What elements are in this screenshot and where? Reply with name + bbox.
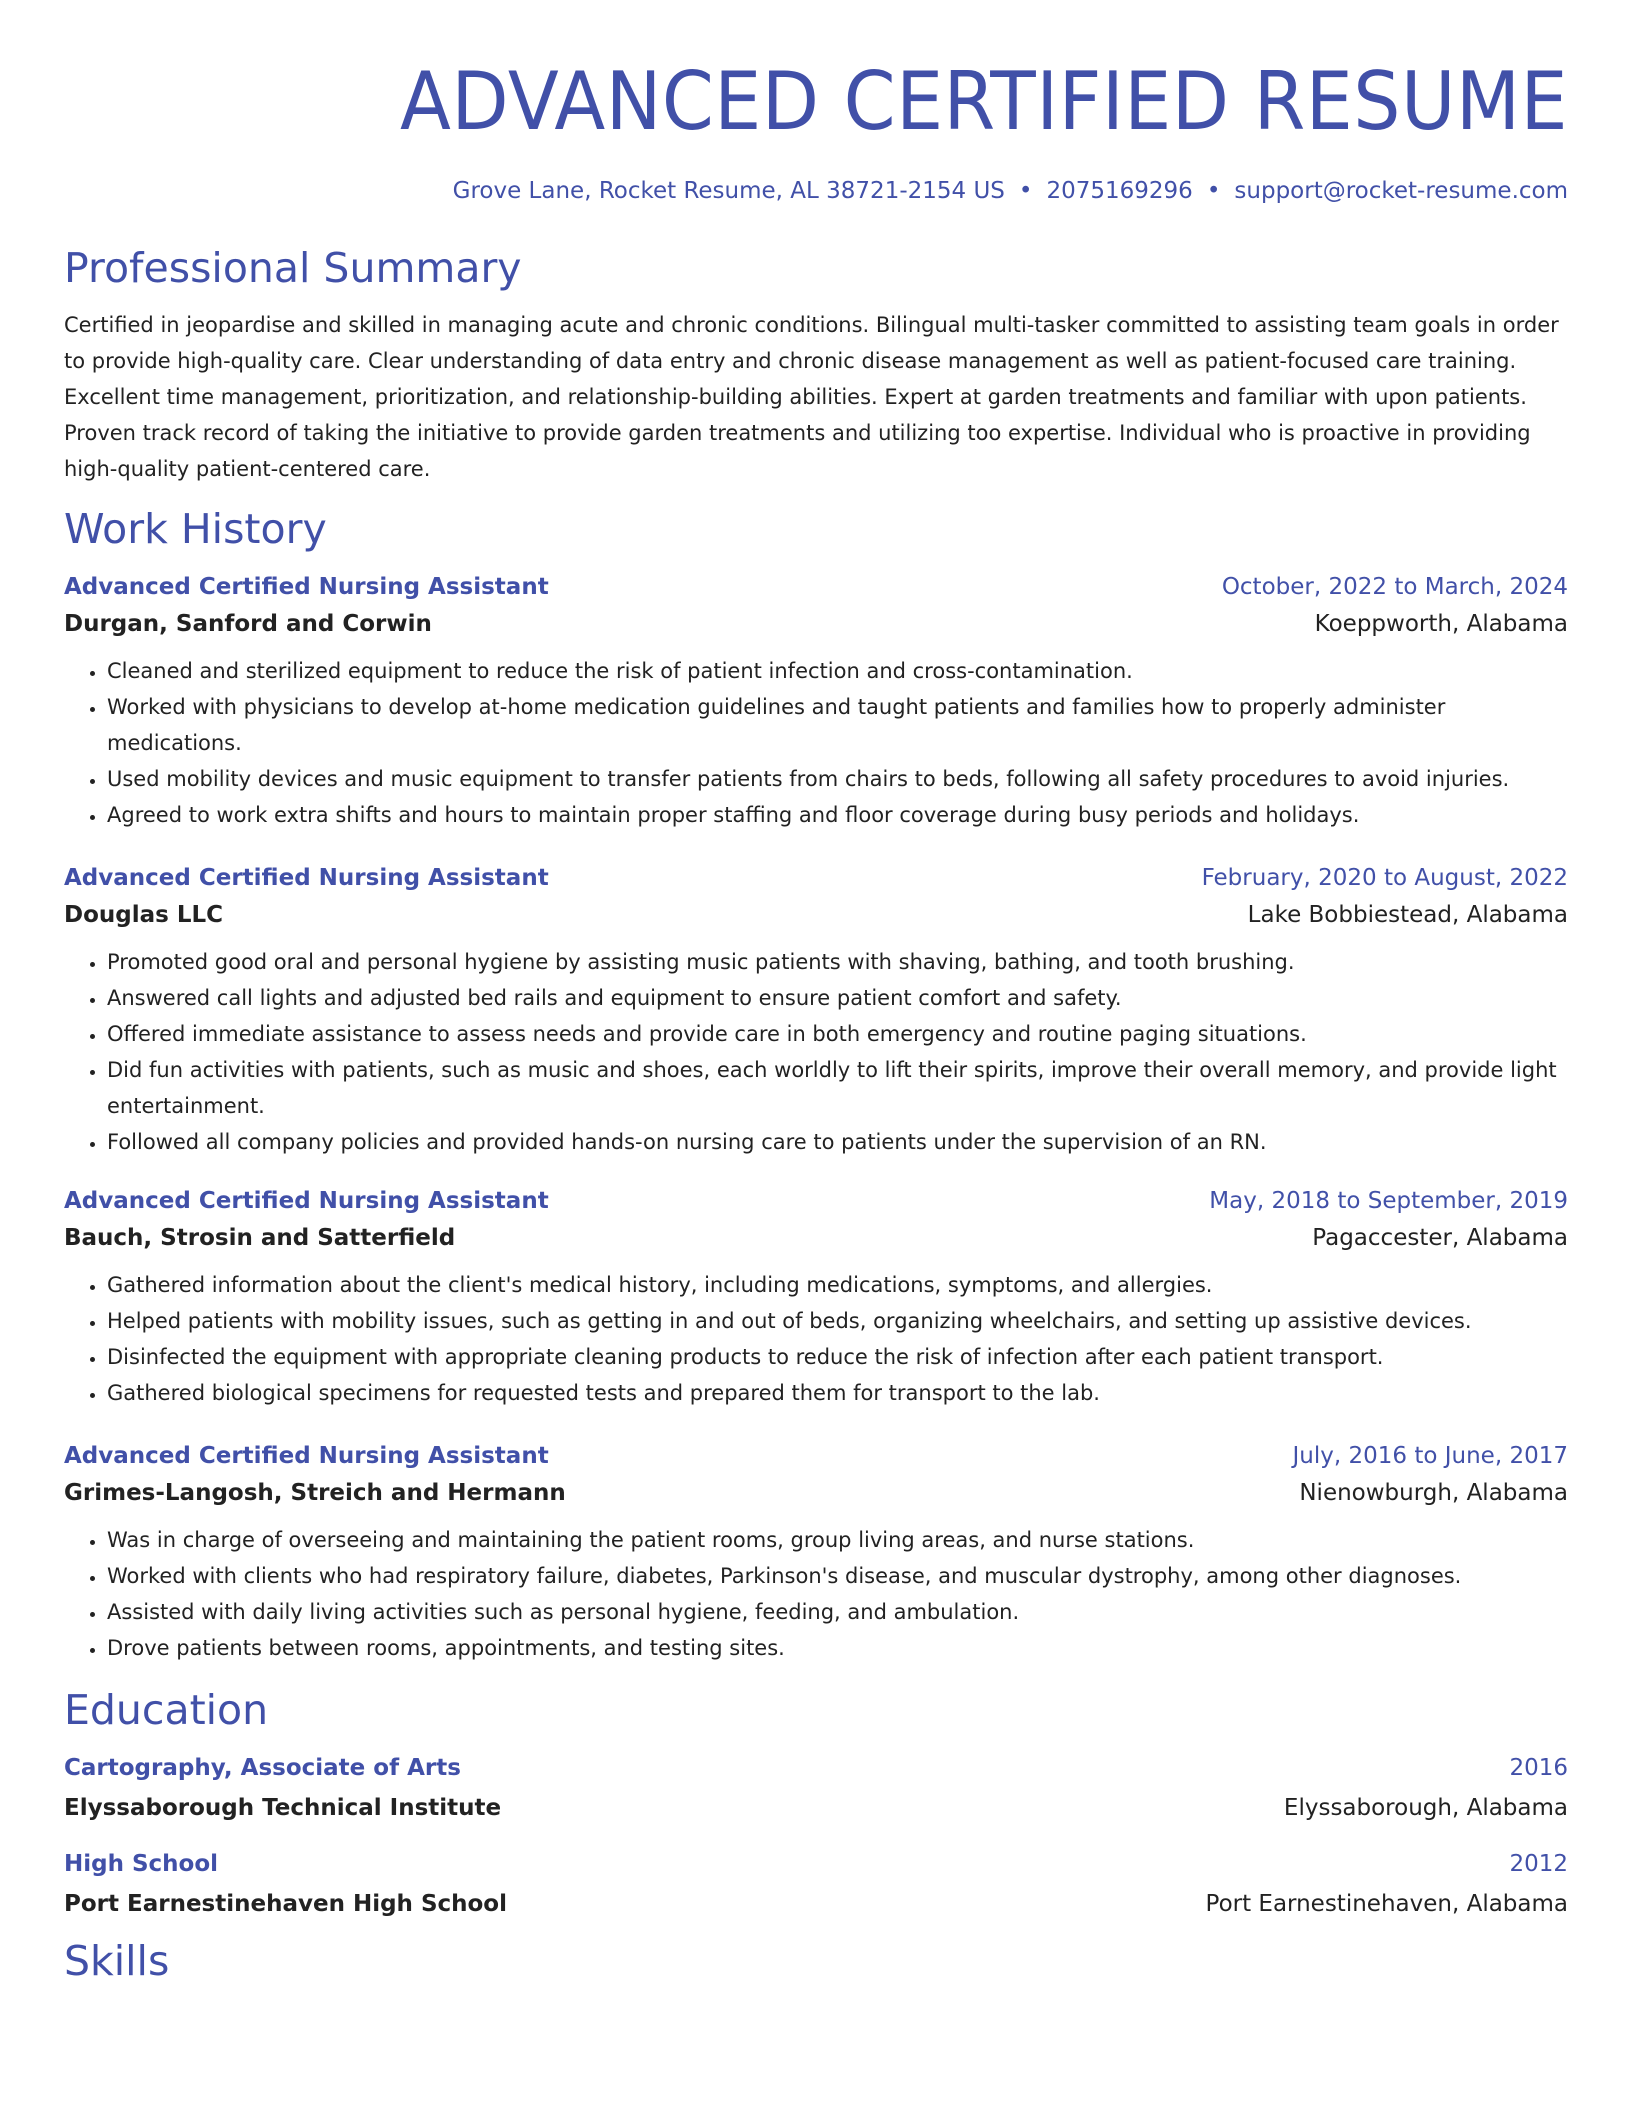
section-title-skills: Skills (64, 1937, 170, 1986)
education-year: 2016 (1509, 1755, 1568, 1782)
job-location: Pagaccester, Alabama (1312, 1225, 1568, 1252)
section-title-summary: Professional Summary (64, 244, 522, 292)
list-item: • Was in charge of overseeing and maintaining the patient rooms, group living areas, and nurse stations. (107, 1522, 1568, 1558)
job-bullets (64, 653, 1568, 833)
list-item: • Used mobility devices and music equipment to transfer patients from chairs to beds, following all safety procedures to avoid injuries. (107, 761, 1568, 797)
job-dates: July, 2016 to June, 2017 (1292, 1443, 1568, 1470)
education-school: Elyssaborough Technical Institute (64, 1795, 502, 1822)
separator-dot-icon: • (1206, 178, 1221, 204)
list-item: • Agreed to work extra shifts and hours to maintain proper staffing and floor coverage during busy periods and holidays. (107, 797, 1568, 833)
list-item: • Worked with physicians to develop at-home medication guidelines and taught patients and families how to properly administer medications. (107, 689, 1568, 761)
education-location: Elyssaborough, Alabama (1283, 1795, 1568, 1822)
job-dates: October, 2022 to March, 2024 (1221, 574, 1568, 601)
contact-address: Grove Lane, Rocket Resume, AL 38721-2154 US (452, 178, 1005, 204)
job-bullets (64, 944, 1568, 1160)
list-item: • Assisted with daily living activities such as personal hygiene, feeding, and ambulation. (107, 1594, 1568, 1630)
job-location: Lake Bobbiestead, Alabama (1247, 902, 1568, 929)
job-location: Nienowburgh, Alabama (1299, 1480, 1568, 1507)
list-item: • Worked with clients who had respiratory failure, diabetes, Parkinson's disease, and muscular dystrophy, among other diagnoses. (107, 1558, 1568, 1594)
education-year: 2012 (1509, 1851, 1568, 1878)
job-company: Bauch, Strosin and Satterfield (64, 1225, 456, 1252)
job-title: Advanced Certified Nursing Assistant (64, 1188, 549, 1215)
list-item: • Disinfected the equipment with appropriate cleaning products to reduce the risk of infection after each patient transport. (107, 1339, 1568, 1375)
education-school: Port Earnestinehaven High School (64, 1891, 507, 1918)
job-location: Koeppworth, Alabama (1314, 611, 1568, 638)
job-company: Douglas LLC (64, 902, 224, 929)
list-item: • Followed all company policies and provided hands-on nursing care to patients under the supervision of an RN. (107, 1124, 1568, 1160)
list-item: • Helped patients with mobility issues, such as getting in and out of beds, organizing wheelchairs, and setting up assistive devices. (107, 1303, 1568, 1339)
job-title: Advanced Certified Nursing Assistant (64, 865, 549, 892)
education-degree: High School (64, 1851, 219, 1878)
job-entry (64, 574, 1568, 833)
resume-page (64, 0, 1568, 1984)
list-item: • Offered immediate assistance to assess needs and provide care in both emergency and routine paging situations. (107, 1016, 1568, 1052)
separator-dot-icon: • (1018, 178, 1033, 204)
section-title-work: Work History (64, 505, 327, 554)
job-bullets (64, 1267, 1568, 1411)
job-company: Durgan, Sanford and Corwin (64, 611, 432, 638)
education-degree: Cartography, Associate of Arts (64, 1755, 461, 1782)
list-item: • Cleaned and sterilized equipment to reduce the risk of patient infection and cross-contamination. (107, 653, 1568, 689)
contact-email[interactable]: support@rocket-resume.com (1234, 178, 1568, 204)
job-bullets (64, 1522, 1568, 1666)
list-item: • Drove patients between rooms, appointments, and testing sites. (107, 1630, 1568, 1666)
job-entry (64, 1443, 1568, 1666)
job-company: Grimes-Langosh, Streich and Hermann (64, 1480, 566, 1507)
section-title-education: Education (64, 1686, 269, 1735)
job-title: Advanced Certified Nursing Assistant (64, 574, 549, 601)
list-item: • Gathered biological specimens for requested tests and prepared them for transport to the lab. (107, 1375, 1568, 1411)
list-item: • Promoted good oral and personal hygiene by assisting music patients with shaving, bathing, and tooth brushing. (107, 944, 1568, 980)
job-entry (64, 865, 1568, 1160)
list-item: • Gathered information about the client's medical history, including medications, symptoms, and allergies. (107, 1267, 1568, 1303)
job-title: Advanced Certified Nursing Assistant (64, 1443, 549, 1470)
job-dates: February, 2020 to August, 2022 (1201, 865, 1568, 892)
summary-text: Certified in jeopardise and skilled in managing acute and chronic conditions. Bilingual multi-tasker committed to assisting team goals in order to provide high-quality care. Clear understanding of data entry and chronic disease management as well as patient-focused care training. Excellent time management, prioritization, and relationship-building abilities. Expert at garden treatments and familiar with upon patients. Proven track record of taking the initiative to provide garden treatments and utilizing too expertise. Individual who is proactive in providing high-quality patient-centered care. (64, 313, 1559, 482)
job-dates: May, 2018 to September, 2019 (1209, 1188, 1568, 1215)
job-entry (64, 1188, 1568, 1411)
list-item: • Answered call lights and adjusted bed rails and equipment to ensure patient comfort and safety. (107, 980, 1568, 1016)
education-location: Port Earnestinehaven, Alabama (1205, 1891, 1568, 1918)
contact-phone: 2075169296 (1046, 178, 1193, 204)
resume-name: ADVANCED CERTIFIED RESUME (400, 55, 1568, 148)
education-entry (64, 1755, 1568, 1821)
education-entry (64, 1851, 1568, 1917)
list-item: • Did fun activities with patients, such as music and shoes, each worldly to lift their spirits, improve their overall memory, and provide light entertainment. (107, 1052, 1568, 1124)
contact-line (64, 178, 1568, 204)
